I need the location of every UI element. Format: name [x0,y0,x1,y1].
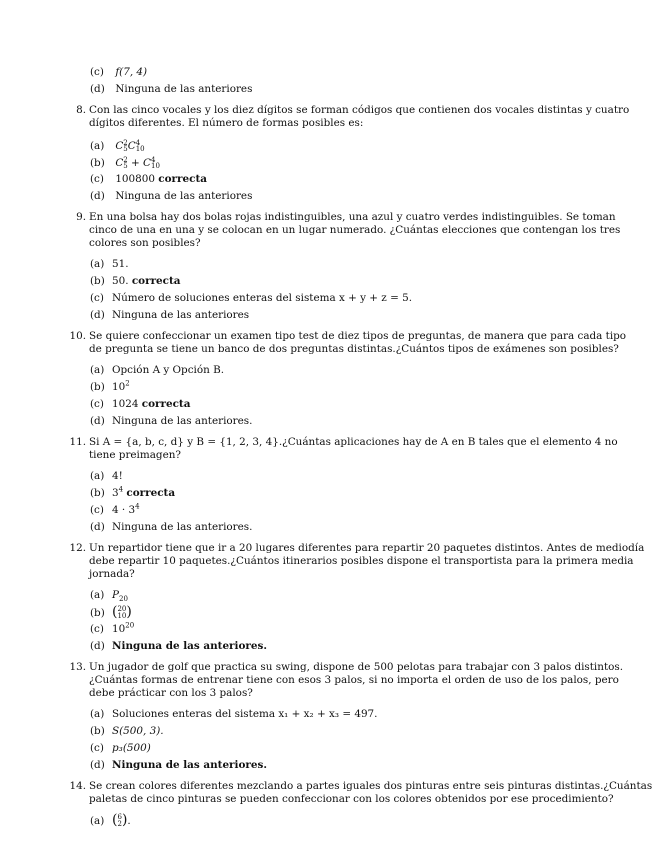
option-11c: (c) $4 \cdot 3^4$ [90,502,140,516]
question-12: 12. Un repartidor tiene que ir a 20 lugares diferentes para repartir 20 paquetes distintos. Antes de mediodía debe repartir 10 paquetes.¿Cuántos itinerarios posibles dispone el transportista para la primera media jornada? [69,542,645,580]
question-9: 9. En una bolsa hay dos bolas rojas indistinguibles, una azul y cuatro verdes indistinguibles. Se toman cinco de una en una y se colocan en un lugar numerado. ¿Cuántas elecciones que contengan los tres colores son posibles? [66,211,566,250]
option-13b: (b) S(500, 3). [90,725,164,737]
option-11b: (b) $3^4$ correcta [90,485,176,499]
option-13a: (a) Soluciones enteras del sistema x₁ + x₂ + x₃ = 497. [90,708,378,720]
option-label: (b) [90,157,105,169]
question-14: 14. Se crean colores diferentes mezclando a partes iguales dos pinturas entre seis pinturas distintas.¿Cuántas paletas de cinco pinturas se pueden confeccionar con los colores obtenidos por ese procedimiento? [69,780,653,805]
option-label: (d) [90,83,105,95]
option-8d: (d) Ninguna de las anteriores [90,190,253,202]
option-9c: (c) Número de soluciones enteras del sistema x + y + z = 5. [90,292,412,304]
option-9a: (a) 51. [90,258,129,270]
option-12c: (c) $10^{20}$ [90,621,135,635]
option-text: f(7, 4) [115,66,148,78]
question-line: Con las cinco vocales y los diez dígitos se forman códigos que contienen dos vocales distintas y cuatro [89,104,630,116]
correct-mark: correcta [158,173,207,185]
option-10b: (b) $10^2$ [90,379,130,393]
option-8a: (a) C 2 5 C 4 10 [90,139,145,153]
question-10: 10. Se quiere confeccionar un examen tipo test de diez tipos de preguntas, de manera que para cada tipo de pregunta se tiene un banco de dos preguntas distintas.¿Cuántos tipos de exámenes son posibles? [69,330,627,355]
option-9d: (d) Ninguna de las anteriores [90,309,250,321]
option-14a: (a) ( 6 2 ). [90,812,131,828]
correct-mark: correcta [131,275,181,287]
question-number: 8. [76,104,86,116]
option-12b: (b) ( 20 10 ) [90,604,132,620]
option-7d [90,83,570,96]
question-number: 9. [76,211,86,223]
correct-mark: Ninguna de las anteriores. [112,759,267,771]
option-9b: (b) 50. correcta [90,275,181,287]
question-8 [66,104,630,130]
option-12d: (d) Ninguna de las anteriores. [90,640,267,652]
option-label: (d) [90,190,105,202]
correct-mark: correcta [141,398,191,410]
option-8b: (b) C 2 5 + C 4 10 [90,156,160,170]
option-13d: (d) Ninguna de las anteriores. [90,759,267,771]
question-11: 11. Si A = {a, b, c, d} y B = {1, 2, 3, 4}.¿Cuántas aplicaciones hay de A en B tales que el elemento 4 no tiene preimagen? [69,436,618,461]
option-label: (c) [90,173,104,185]
question-line: dígitos diferentes. El número de formas posibles es: [89,117,364,129]
option-11d: (d) Ninguna de las anteriores. [90,521,253,533]
option-label: (c) [90,66,104,78]
option-10d: (d) Ninguna de las anteriores. [90,415,253,427]
option-11a: (a) 4! [90,470,123,482]
option-text: Ninguna de las anteriores [115,83,253,95]
option-10a: (a) Opción A y Opción B. [90,364,225,376]
option-label: (a) [90,140,105,152]
option-13c: (c) p₃(500) [90,742,151,754]
option-8c: (c) 100800 correcta [90,173,207,185]
option-7c [90,66,570,79]
question-13: 13. Un jugador de golf que practica su swing, dispone de 500 pelotas para trabajar con 3 palos distintos. ¿Cuántas formas de entrenar tiene con esos 3 palos, si no importa el orden de uso de los palos, pero debe prácticar con los 3 palos? [69,661,624,699]
option-12a: (a) $P_{20}$ [90,589,128,604]
correct-mark: Ninguna de las anteriores. [112,640,267,652]
option-10c: (c) 1024 correcta [90,398,191,410]
correct-mark: correcta [126,487,176,499]
